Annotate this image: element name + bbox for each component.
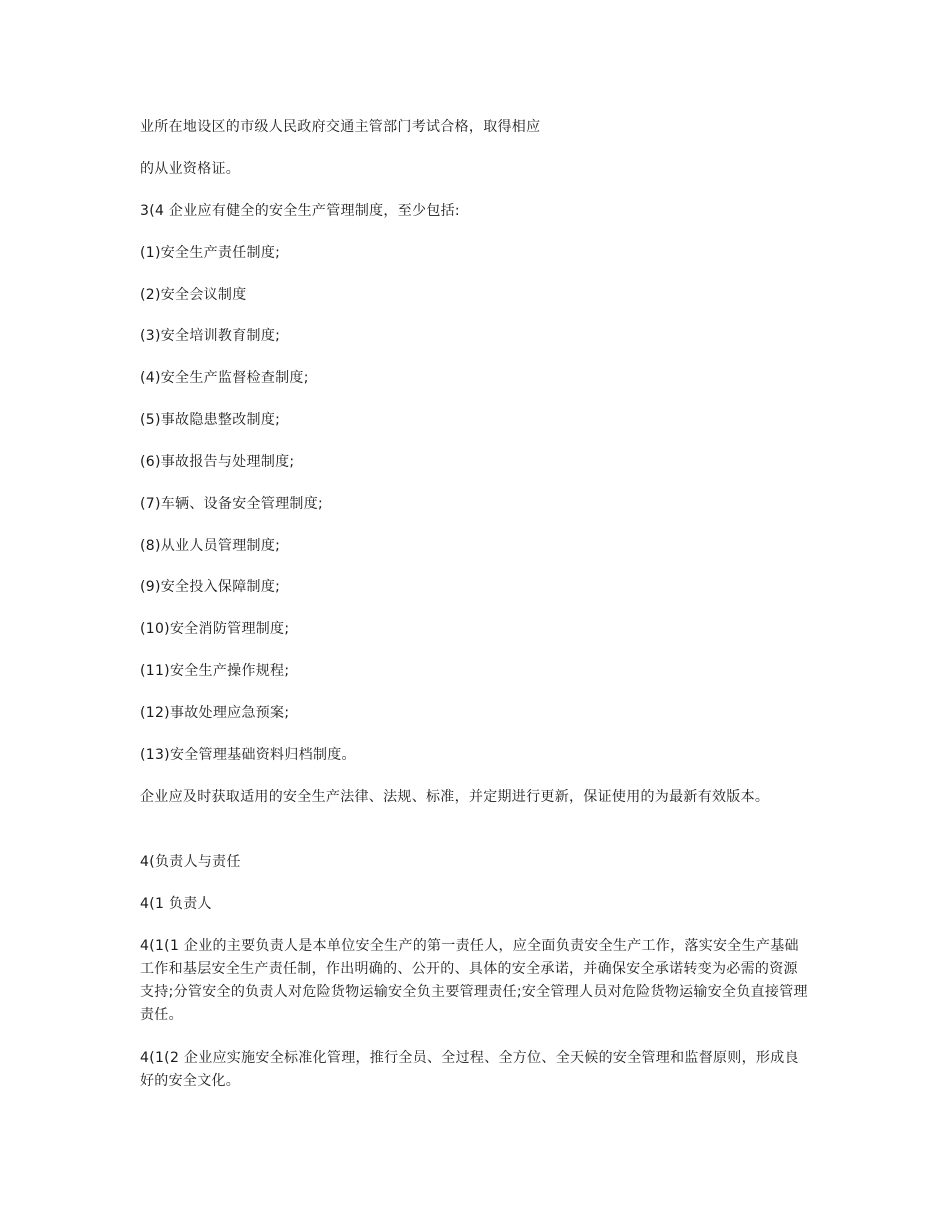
paragraph-4-1-2: 4(1(2 企业应实施安全标准化管理，推行全员、全过程、全方位、全天候的安全管理和监督原则，形成良好的安全文化。 xyxy=(140,1050,799,1089)
list-item-3: (3)安全培训教育制度; xyxy=(140,328,281,344)
list-item-8: (8)从业人员管理制度; xyxy=(140,538,281,554)
subsection-heading-responsible-person: 4(1 负责人 xyxy=(140,896,212,912)
section-heading-responsibility: 4(负责人与责任 xyxy=(140,854,241,870)
list-item-10: (10)安全消防管理制度; xyxy=(140,621,290,637)
list-item-7: (7)车辆、设备安全管理制度; xyxy=(140,496,324,512)
paragraph-3: 3(4 企业应有健全的安全生产管理制度，至少包括: xyxy=(140,203,460,219)
paragraph-4-1-1: 4(1(1 企业的主要负责人是本单位安全生产的第一责任人，应全面负责安全生产工作，落实安全生产基础工作和基层安全生产责任制，作出明确的、公开的、具体的安全承诺，并确保安全承诺转变为必需的资源支持;分管安全的负责人对危险货物运输安全负主要管理责任;安全管理人员对危险货物运输安全负直接管理责任。 xyxy=(140,938,808,1023)
list-item-2: (2)安全会议制度 xyxy=(140,287,247,303)
list-item-9: (9)安全投入保障制度; xyxy=(140,579,281,595)
list-item-1: (1)安全生产责任制度; xyxy=(140,245,281,261)
list-item-5: (5)事故隐患整改制度; xyxy=(140,412,281,428)
list-item-4: (4)安全生产监督检查制度; xyxy=(140,370,309,386)
paragraph-1: 业所在地设区的市级人民政府交通主管部门考试合格，取得相应 xyxy=(140,119,541,135)
paragraph-2: 的从业资格证。 xyxy=(140,161,241,177)
list-item-11: (11)安全生产操作规程; xyxy=(140,663,290,679)
paragraph-update-regulations: 企业应及时获取适用的安全生产法律、法规、标准，并定期进行更新，保证使用的为最新有效版本。 xyxy=(140,789,770,805)
list-item-6: (6)事故报告与处理制度; xyxy=(140,454,295,470)
list-item-13: (13)安全管理基础资料归档制度。 xyxy=(140,747,356,763)
list-item-12: (12)事故处理应急预案; xyxy=(140,705,290,721)
